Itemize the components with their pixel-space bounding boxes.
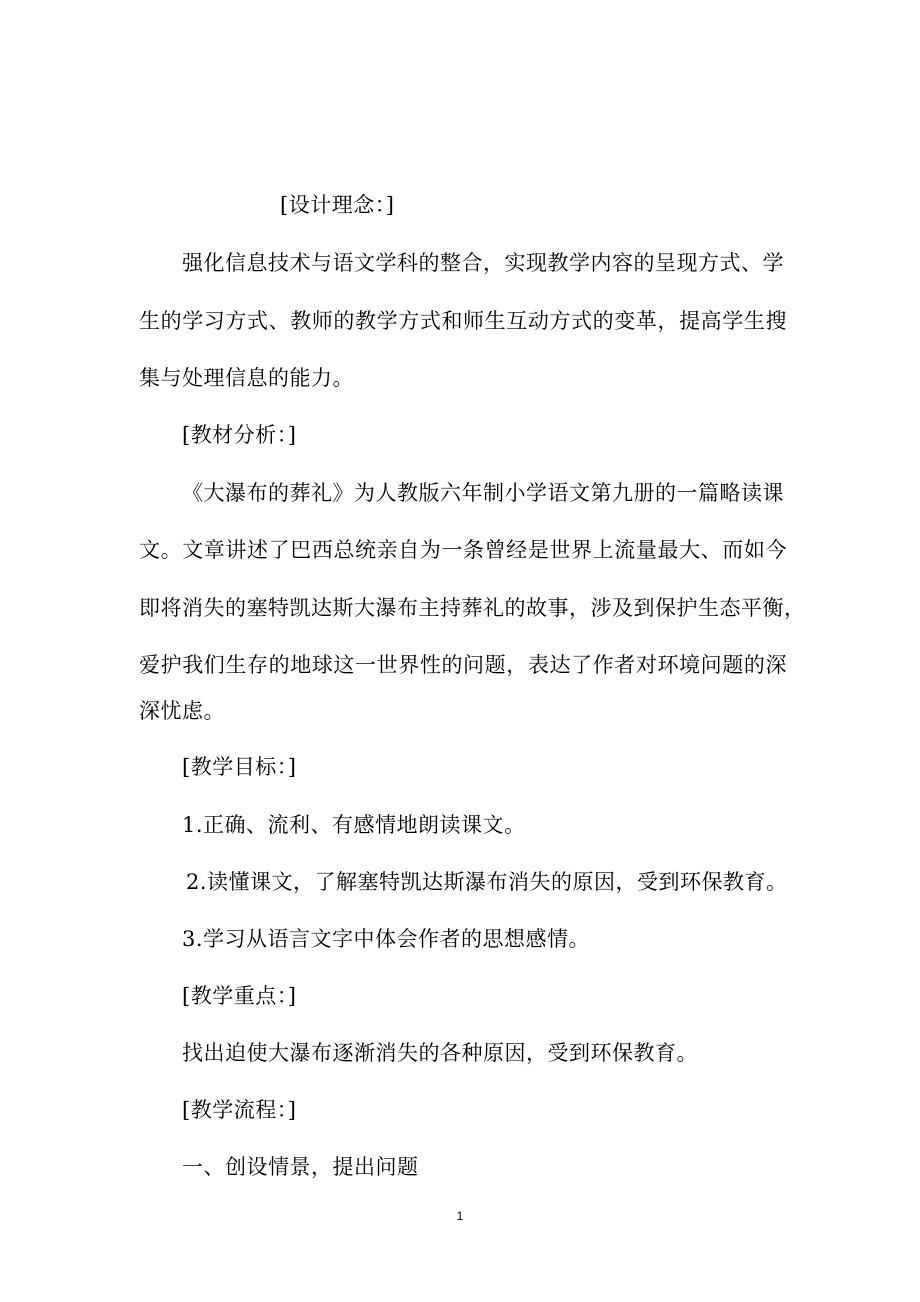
material-analysis-line-4: 爱护我们生存的地球这一世界性的问题，表达了作者对环境问题的深: [139, 653, 787, 677]
teaching-process-heading: [教学流程：]: [182, 1098, 297, 1122]
material-analysis-heading: [教材分析：]: [182, 423, 297, 447]
teaching-goals-heading: [教学目标：]: [182, 755, 297, 779]
design-concept-line-1: 强化信息技术与语文学科的整合，实现教学内容的呈现方式、学: [182, 251, 784, 275]
design-concept-line-3: 集与处理信息的能力。: [139, 366, 354, 390]
teaching-focus-heading: [教学重点：]: [182, 984, 297, 1008]
material-analysis-line-5: 深忧虑。: [139, 699, 225, 723]
material-analysis-line-2: 文。文章讲述了巴西总统亲自为一条曾经是世界上流量最大、而如今: [139, 538, 787, 562]
material-analysis-line-3: 即将消失的塞特凯达斯大瀑布主持葬礼的故事，涉及到保护生态平衡，: [139, 596, 806, 620]
teaching-focus-text: 找出迫使大瀑布逐渐消失的各种原因，受到环保教育。: [182, 1041, 698, 1065]
teaching-process-step-1: 一、创设情景，提出问题: [182, 1155, 419, 1179]
teaching-goal-item-2: 2.读懂课文，了解塞特凯达斯瀑布消失的原因，受到环保教育。: [186, 870, 788, 894]
page-number: 1: [456, 1209, 464, 1223]
design-concept-heading: [设计理念：]: [280, 193, 395, 217]
material-analysis-line-1: 《大瀑布的葬礼》为人教版六年制小学语文第九册的一篇略读课: [182, 481, 784, 505]
teaching-goal-item-3: 3.学习从语言文字中体会作者的思想感情。: [182, 927, 591, 951]
teaching-goal-item-1: 1.正确、流利、有感情地朗读课文。: [182, 813, 526, 837]
design-concept-line-2: 生的学习方式、教师的教学方式和师生互动方式的变革，提高学生搜: [139, 309, 787, 333]
